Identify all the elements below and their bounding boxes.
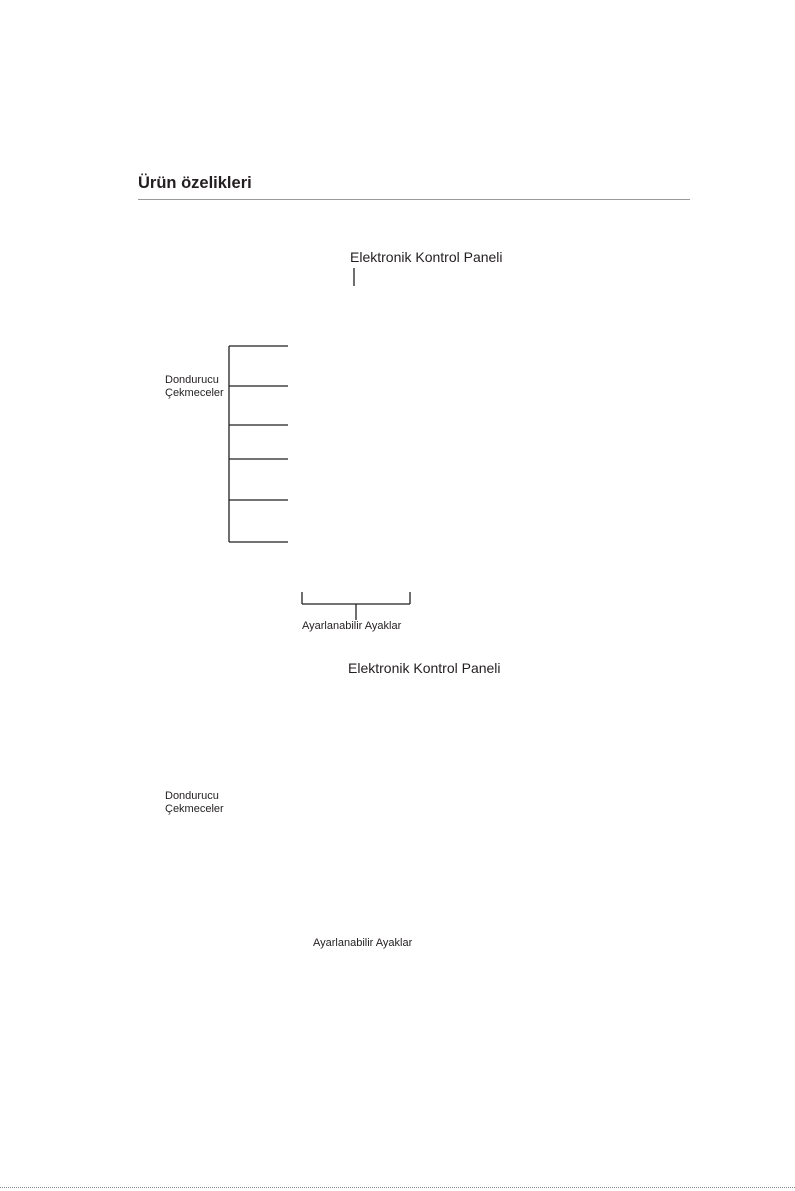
adjustable-feet-label-2: Ayarlanabilir Ayaklar xyxy=(313,937,413,949)
freezer-label-line1: Dondurucu xyxy=(165,374,219,386)
freezer-drawers-label-2 xyxy=(165,790,224,816)
freezer-label-line1: Dondurucu xyxy=(165,790,219,802)
control-panel-label-2: Elektronik Kontrol Paneli xyxy=(348,660,501,676)
freezer-drawers-label xyxy=(165,374,224,400)
section-title: Ürün özelikleri xyxy=(138,174,252,192)
control-panel-label: Elektronik Kontrol Paneli xyxy=(350,249,503,265)
freezer-label-line2: Çekmeceler xyxy=(165,387,224,399)
page-bottom-rule xyxy=(0,1187,795,1188)
adjustable-feet-label: Ayarlanabilir Ayaklar xyxy=(302,620,402,632)
freezer-label-line2: Çekmeceler xyxy=(165,803,224,815)
